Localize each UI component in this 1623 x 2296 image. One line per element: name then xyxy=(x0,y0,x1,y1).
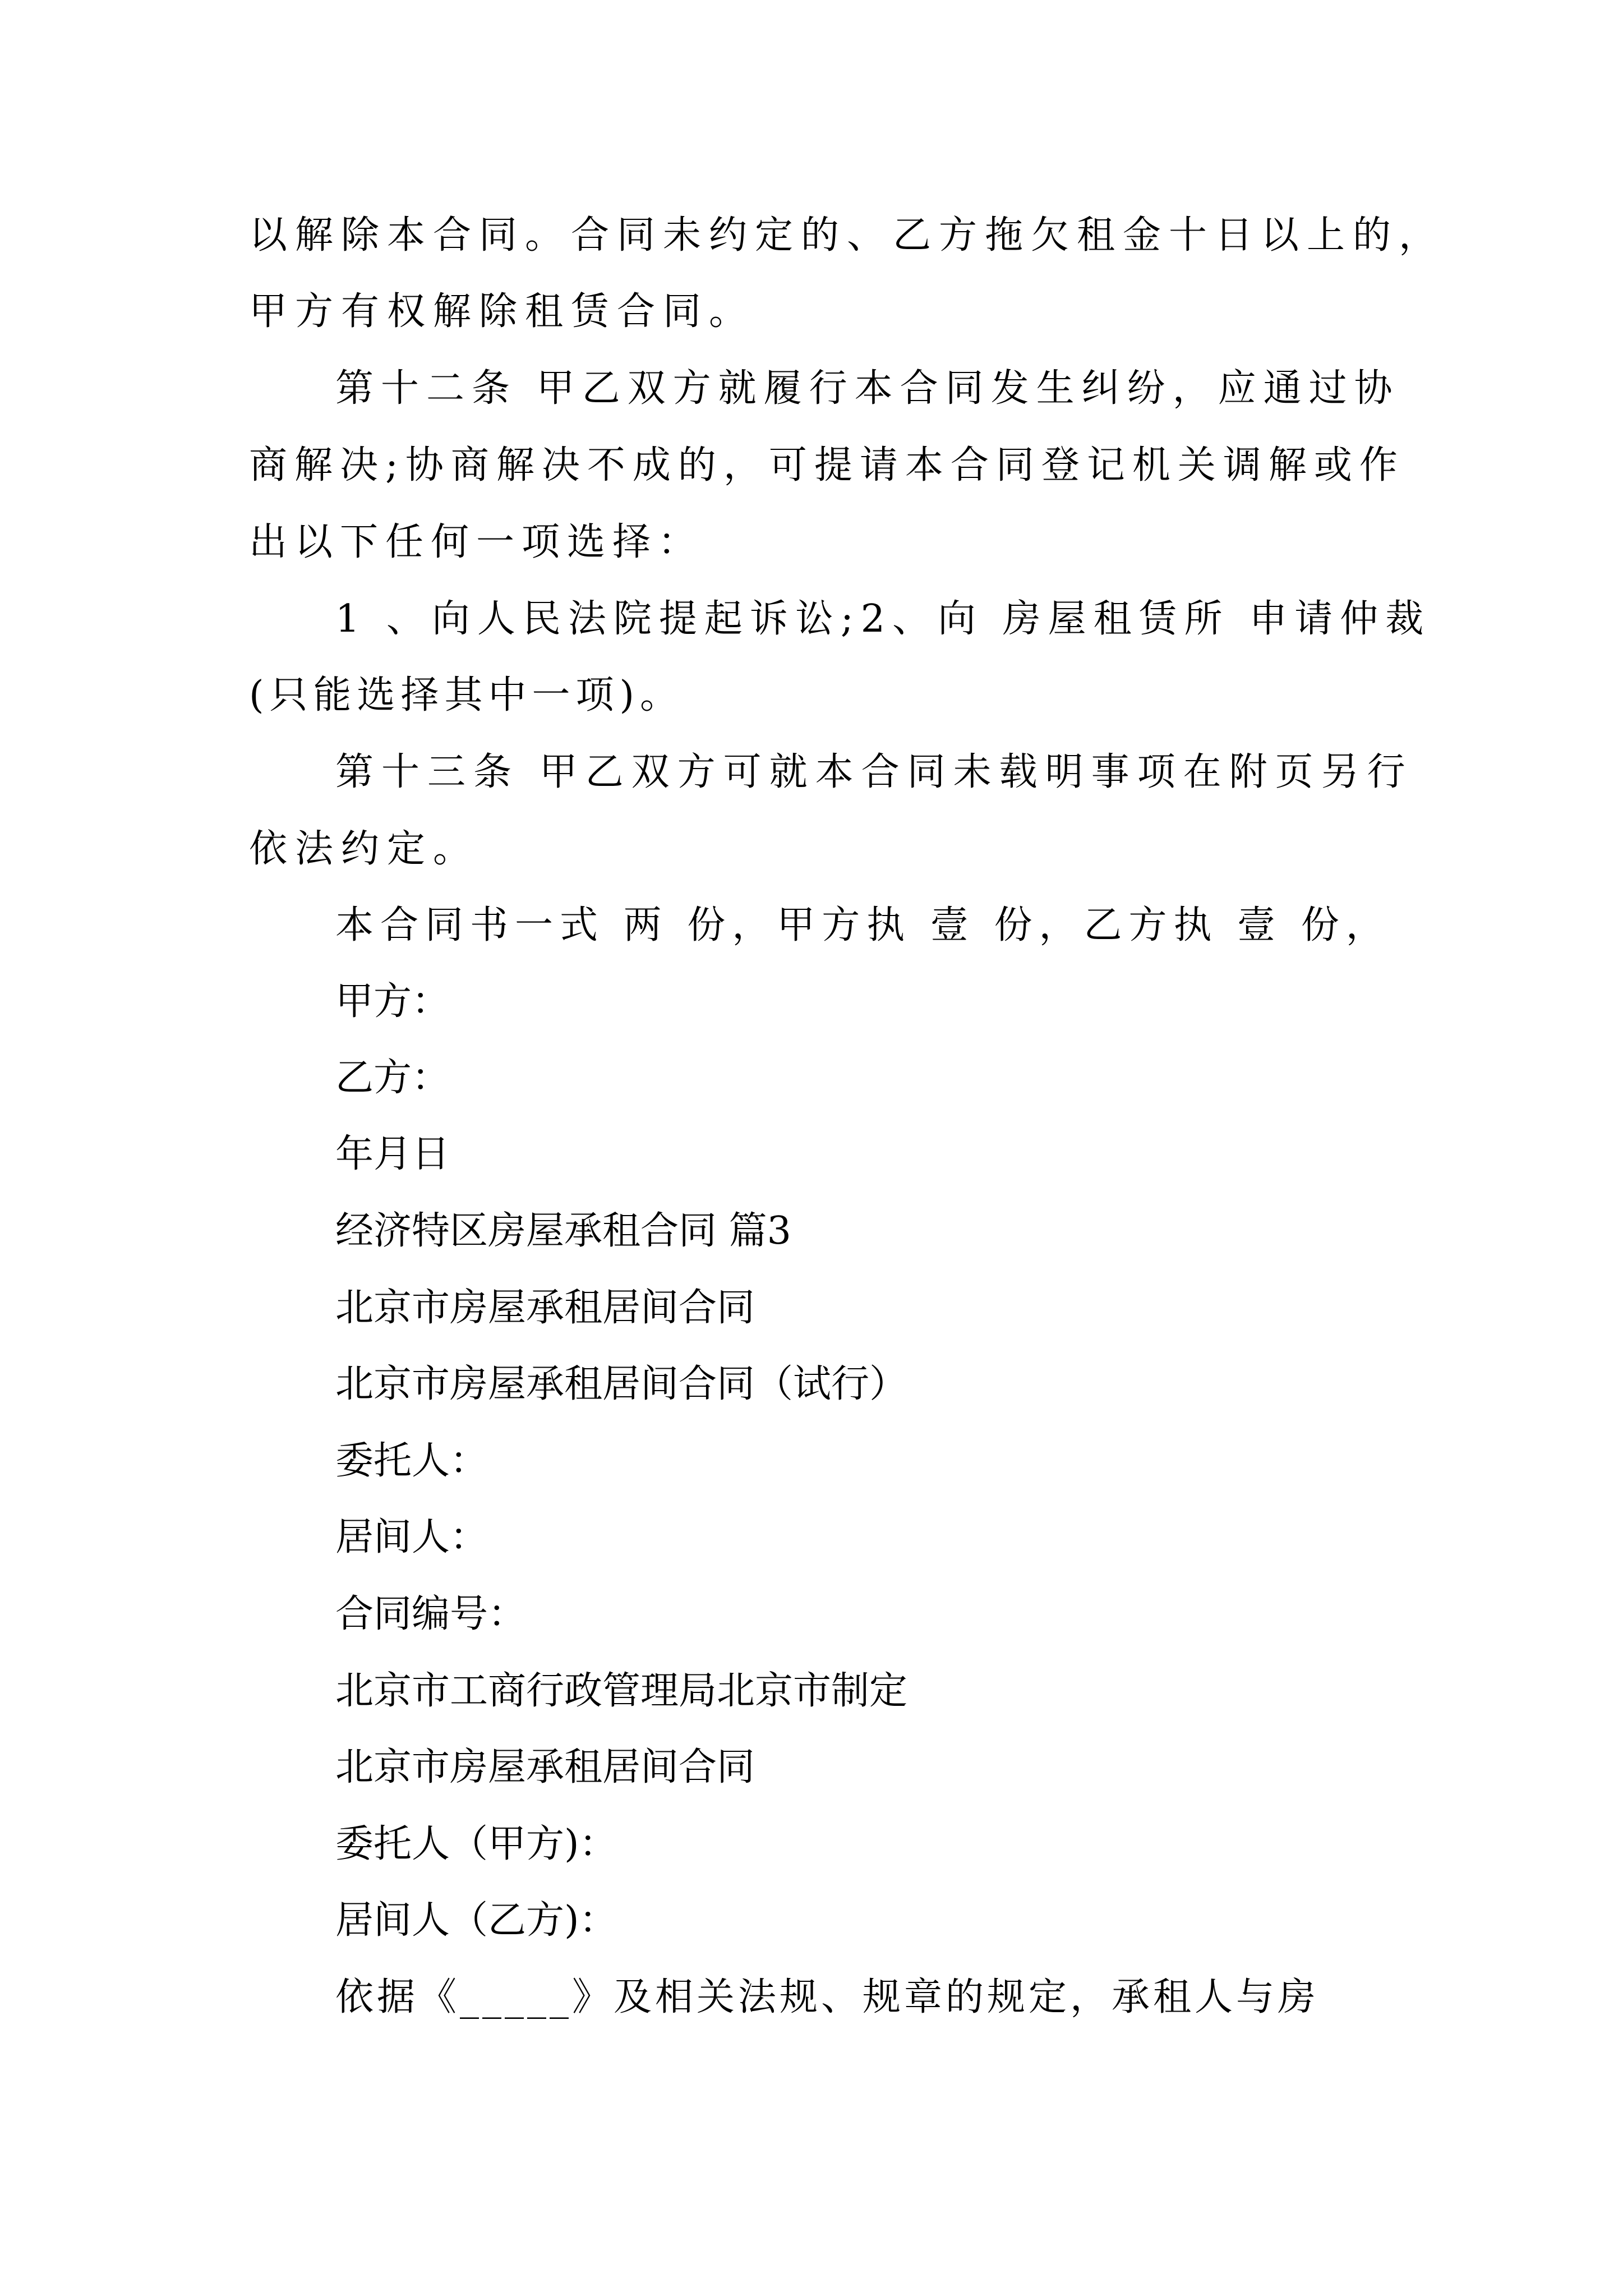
text-line: 依法约定。 xyxy=(249,827,479,871)
contract-title: 北京市房屋承租居间合同 xyxy=(335,1745,755,1789)
party-a-label: 甲方： xyxy=(335,979,450,1024)
contract-number-label: 合同编号： xyxy=(335,1592,527,1636)
party-b-intermediary-label: 居间人（乙方)： xyxy=(335,1898,617,1943)
party-b-label: 乙方： xyxy=(335,1056,450,1100)
text-line: (只能选择其中一项)。 xyxy=(249,673,684,717)
article-12-heading-line: 第十二条 甲乙双方就履行本合同发生纠纷，应通过协 xyxy=(335,366,1400,411)
intermediary-label: 居间人： xyxy=(335,1515,488,1559)
option-line: 1 、向人民法院提起诉讼;2、向 房屋租赁所 申请仲裁 xyxy=(335,597,1431,641)
principal-label: 委托人： xyxy=(335,1439,488,1483)
article-13-heading-line: 第十三条 甲乙双方可就本合同未载明事项在附页另行 xyxy=(335,750,1413,794)
text-line: 出以下任何一项选择： xyxy=(249,520,704,564)
contract-subtitle: 北京市房屋承租居间合同（试行） xyxy=(335,1362,908,1406)
date-label: 年月日 xyxy=(335,1132,450,1176)
contract-title: 北京市房屋承租居间合同 xyxy=(335,1286,755,1330)
text-line: 商解决;协商解决不成的，可提请本合同登记机关调解或作 xyxy=(249,443,1405,487)
text-line: 以解除本合同。合同未约定的、乙方拖欠租金十日以上的， xyxy=(249,213,1445,257)
text-line: 甲方有权解除租赁合同。 xyxy=(249,289,755,334)
party-a-principal-label: 委托人（甲方)： xyxy=(335,1822,617,1866)
copies-line: 本合同书一式 两 份，甲方执 壹 份，乙方执 壹 份， xyxy=(335,903,1391,947)
issuer-line: 北京市工商行政管理局北京市制定 xyxy=(335,1669,908,1713)
section-title: 经济特区房屋承租合同 篇3 xyxy=(335,1209,791,1253)
basis-line: 依据《_____》及相关法规、规章的规定，承租人与房 xyxy=(335,1975,1320,2019)
